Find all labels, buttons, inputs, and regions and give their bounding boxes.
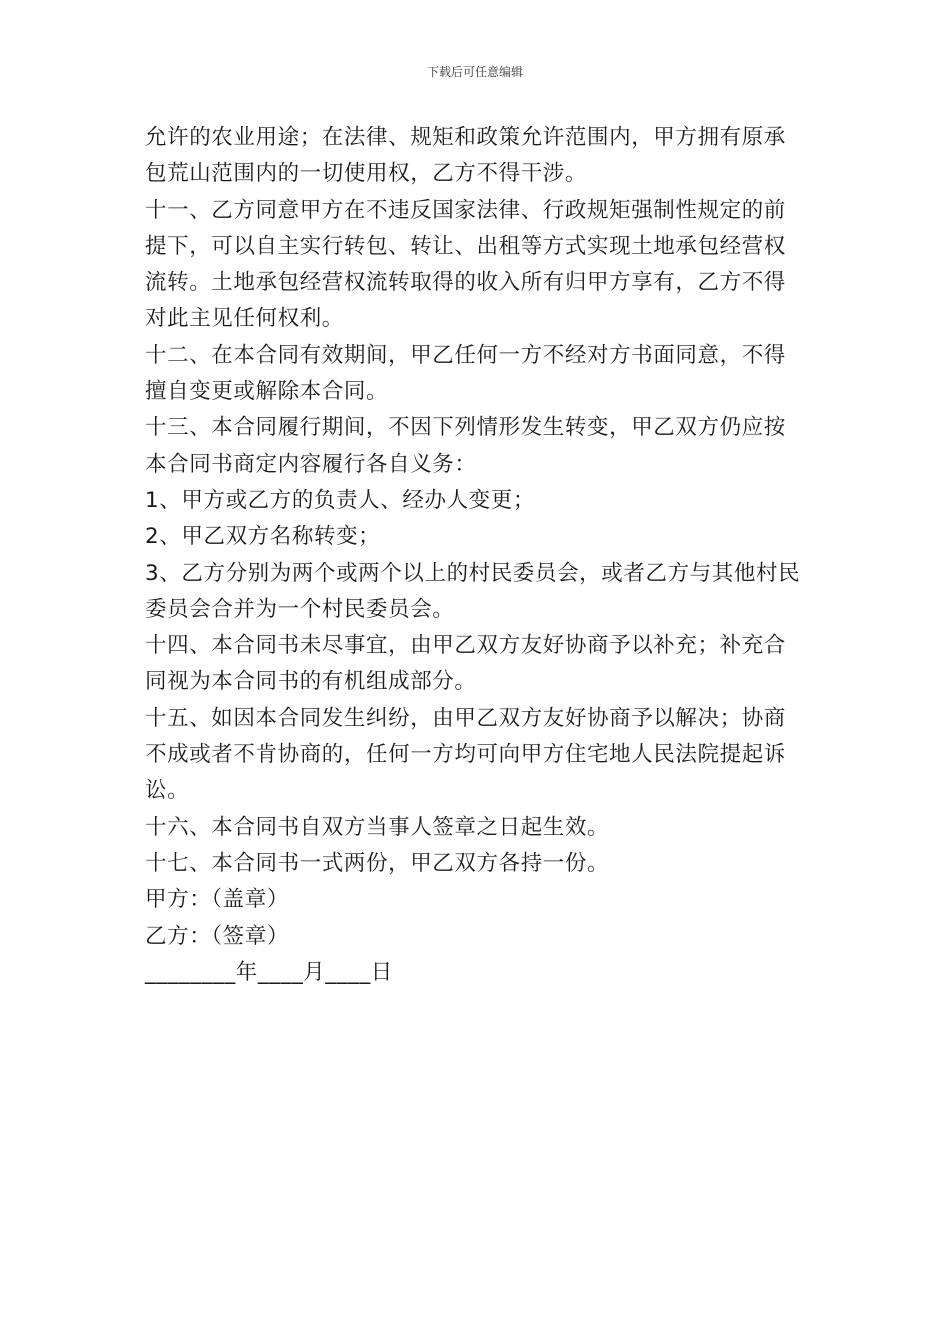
clause-16: 十六、本合同书自双方当事人签章之日起生效。 (145, 814, 610, 840)
text-line: 提下，可以自主实行转包、转让、出租等方式实现土地承包经营权 (145, 233, 786, 259)
clause-12: 十二、在本合同有效期间，甲乙任何一方不经对方书面同意，不得 (145, 342, 786, 368)
text-line: 同视为本合同书的有机组成部分。 (145, 669, 477, 695)
clause-17: 十七、本合同书一式两份，甲乙双方各持一份。 (145, 850, 610, 876)
text-line: 流转。土地承包经营权流转取得的收入所有归甲方享有，乙方不得 (145, 270, 786, 296)
list-item-3: 3、乙方分别为两个或两个以上的村民委员会，或者乙方与其他村民 (145, 560, 801, 586)
text-line: 允许的农业用途；在法律、规矩和政策允许范围内，甲方拥有原承 (145, 125, 786, 150)
party-b-signature: 乙方：（签章） (145, 923, 289, 949)
date-line: ________年____月____日 (145, 959, 393, 985)
clause-14: 十四、本合同书未尽事宜，由甲乙双方友好协商予以补充；补充合 (145, 633, 786, 659)
text-line: 讼。 (145, 778, 190, 804)
text-line: 本合同书商定内容履行各自义务： (145, 451, 477, 477)
text-line: 包荒山范围内的一切使用权，乙方不得干涉。 (145, 161, 588, 187)
page-header: 下载后可任意编辑 (426, 65, 523, 79)
list-item-2: 2、甲乙双方名称转变； (145, 524, 381, 550)
text-line: 擅自变更或解除本合同。 (145, 379, 389, 405)
party-a-signature: 甲方：（盖章） (145, 887, 289, 913)
clause-13: 十三、本合同履行期间，不因下列情形发生转变，甲乙双方仍应按 (145, 415, 786, 441)
list-item-1: 1、甲方或乙方的负责人、经办人变更； (145, 487, 535, 513)
clause-11: 十一、乙方同意甲方在不违反国家法律、行政规矩强制性规定的前 (145, 197, 786, 223)
clause-15: 十五、如因本合同发生纠纷，由甲乙双方友好协商予以解决；协商 (145, 705, 786, 731)
document-body (145, 120, 810, 991)
text-line: 不成或者不肯协商的，任何一方均可向甲方住宅地人民法院提起诉 (145, 742, 786, 768)
text-line: 对此主见任何权利。 (145, 306, 344, 332)
text-line: 委员会合并为一个村民委员会。 (145, 596, 455, 622)
